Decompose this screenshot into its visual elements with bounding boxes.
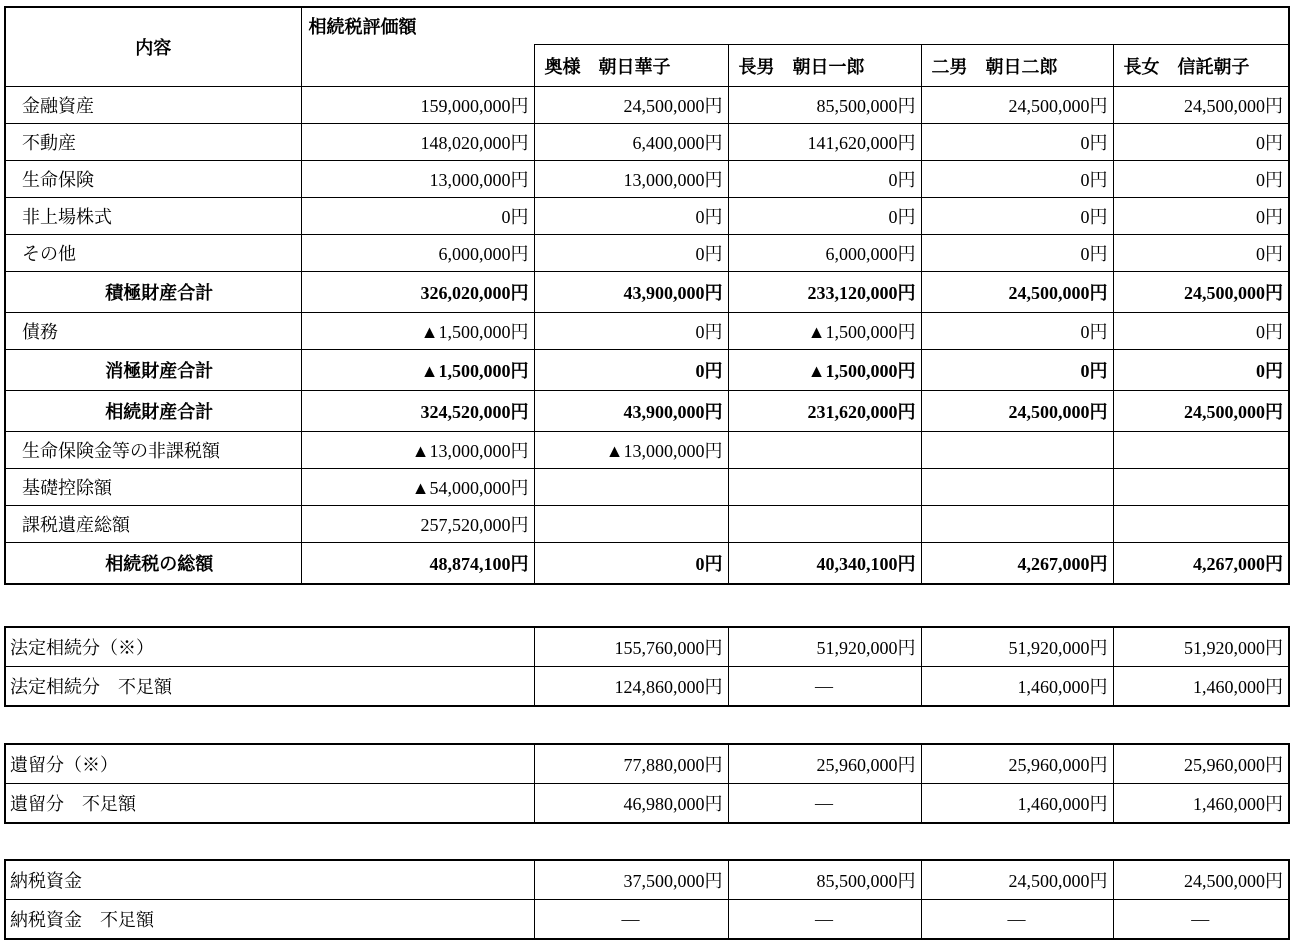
amount-cell bbox=[1113, 506, 1289, 543]
amount-cell: 0円 bbox=[1113, 161, 1289, 198]
amount-cell: 40,340,100円 bbox=[728, 543, 921, 585]
row-label-cell: 相続税の総額 bbox=[5, 543, 301, 585]
amount-cell: 326,020,000円 bbox=[301, 272, 534, 313]
amount-cell bbox=[1113, 432, 1289, 469]
amount-cell: ▲1,500,000円 bbox=[728, 350, 921, 391]
main-table-body bbox=[5, 87, 1289, 585]
amount-cell: 24,500,000円 bbox=[1113, 272, 1289, 313]
row-label-cell: 債務 bbox=[5, 313, 301, 350]
amount-cell: 257,520,000円 bbox=[301, 506, 534, 543]
amount-cell: ▲13,000,000円 bbox=[301, 432, 534, 469]
amount-cell: 48,874,100円 bbox=[301, 543, 534, 585]
amount-cell: 324,520,000円 bbox=[301, 391, 534, 432]
amount-cell: 0円 bbox=[534, 198, 728, 235]
row-label-cell: 遺留分（※） bbox=[5, 744, 534, 784]
row-label-cell: 法定相続分 不足額 bbox=[5, 667, 534, 707]
amount-cell: 155,760,000円 bbox=[534, 627, 728, 667]
amount-cell: ― bbox=[728, 784, 921, 824]
row-label-cell: 生命保険 bbox=[5, 161, 301, 198]
amount-cell: 0円 bbox=[534, 313, 728, 350]
amount-cell: 0円 bbox=[1113, 124, 1289, 161]
header-person-cell: 長男 朝日一郎 bbox=[728, 45, 921, 87]
amount-cell: 0円 bbox=[921, 161, 1113, 198]
amount-cell: 0円 bbox=[1113, 198, 1289, 235]
amount-cell: 24,500,000円 bbox=[921, 860, 1113, 900]
amount-cell: ▲1,500,000円 bbox=[301, 350, 534, 391]
amount-cell: 24,500,000円 bbox=[921, 87, 1113, 124]
amount-cell: 0円 bbox=[1113, 313, 1289, 350]
inheritance-tax-sheet bbox=[0, 6, 1294, 929]
amount-cell: 37,500,000円 bbox=[534, 860, 728, 900]
amount-cell: 0円 bbox=[921, 235, 1113, 272]
amount-cell: 25,960,000円 bbox=[921, 744, 1113, 784]
amount-cell bbox=[728, 469, 921, 506]
amount-cell: 24,500,000円 bbox=[1113, 860, 1289, 900]
amount-cell: ▲1,500,000円 bbox=[301, 313, 534, 350]
amount-cell bbox=[921, 432, 1113, 469]
amount-cell: ▲54,000,000円 bbox=[301, 469, 534, 506]
amount-cell: 4,267,000円 bbox=[1113, 543, 1289, 585]
amount-cell: 24,500,000円 bbox=[1113, 87, 1289, 124]
amount-cell: 77,880,000円 bbox=[534, 744, 728, 784]
amount-cell: 6,400,000円 bbox=[534, 124, 728, 161]
row-label-cell: 基礎控除額 bbox=[5, 469, 301, 506]
amount-cell: 233,120,000円 bbox=[728, 272, 921, 313]
amount-cell: 0円 bbox=[921, 198, 1113, 235]
amount-cell: 1,460,000円 bbox=[921, 667, 1113, 707]
amount-cell: ― bbox=[921, 900, 1113, 940]
amount-cell: 85,500,000円 bbox=[728, 860, 921, 900]
amount-cell: 46,980,000円 bbox=[534, 784, 728, 824]
header-empty-cell bbox=[301, 45, 534, 87]
row-label-cell: 不動産 bbox=[5, 124, 301, 161]
amount-cell: 0円 bbox=[534, 235, 728, 272]
amount-cell: 0円 bbox=[534, 543, 728, 585]
amount-cell: 0円 bbox=[534, 350, 728, 391]
amount-cell: 25,960,000円 bbox=[1113, 744, 1289, 784]
amount-cell bbox=[534, 506, 728, 543]
amount-cell: 24,500,000円 bbox=[921, 272, 1113, 313]
amount-cell: ▲13,000,000円 bbox=[534, 432, 728, 469]
amount-cell: 0円 bbox=[921, 124, 1113, 161]
amount-cell bbox=[921, 506, 1113, 543]
row-label-cell: 非上場株式 bbox=[5, 198, 301, 235]
amount-cell bbox=[921, 469, 1113, 506]
amount-cell: 0円 bbox=[728, 198, 921, 235]
amount-cell: 51,920,000円 bbox=[1113, 627, 1289, 667]
amount-cell: 43,900,000円 bbox=[534, 272, 728, 313]
row-label-cell: 積極財産合計 bbox=[5, 272, 301, 313]
amount-cell bbox=[534, 469, 728, 506]
amount-cell: 1,460,000円 bbox=[1113, 667, 1289, 707]
amount-cell bbox=[728, 432, 921, 469]
header-person-cell: 奥様 朝日華子 bbox=[534, 45, 728, 87]
amount-cell: 24,500,000円 bbox=[1113, 391, 1289, 432]
amount-cell: 13,000,000円 bbox=[534, 161, 728, 198]
amount-cell: 13,000,000円 bbox=[301, 161, 534, 198]
amount-cell: 0円 bbox=[1113, 350, 1289, 391]
row-label-cell: その他 bbox=[5, 235, 301, 272]
amount-cell: 51,920,000円 bbox=[728, 627, 921, 667]
amount-cell: 159,000,000円 bbox=[301, 87, 534, 124]
amount-cell: 6,000,000円 bbox=[301, 235, 534, 272]
header-valuation-cell: 相続税評価額 bbox=[301, 7, 1289, 45]
amount-cell bbox=[728, 506, 921, 543]
amount-cell: 231,620,000円 bbox=[728, 391, 921, 432]
amount-cell: 0円 bbox=[921, 350, 1113, 391]
amount-cell: 25,960,000円 bbox=[728, 744, 921, 784]
amount-cell bbox=[1113, 469, 1289, 506]
amount-cell: 0円 bbox=[921, 313, 1113, 350]
row-label-cell: 金融資産 bbox=[5, 87, 301, 124]
row-label-cell: 生命保険金等の非課税額 bbox=[5, 432, 301, 469]
row-label-cell: 納税資金 bbox=[5, 860, 534, 900]
amount-cell: 85,500,000円 bbox=[728, 87, 921, 124]
amount-cell: 6,000,000円 bbox=[728, 235, 921, 272]
row-label-cell: 法定相続分（※） bbox=[5, 627, 534, 667]
main-table bbox=[4, 6, 1290, 585]
amount-cell: ― bbox=[534, 900, 728, 940]
amount-cell: 0円 bbox=[1113, 235, 1289, 272]
row-label-cell: 消極財産合計 bbox=[5, 350, 301, 391]
header-content-cell: 内容 bbox=[5, 7, 301, 87]
amount-cell: 24,500,000円 bbox=[534, 87, 728, 124]
amount-cell: 1,460,000円 bbox=[921, 784, 1113, 824]
row-label-cell: 納税資金 不足額 bbox=[5, 900, 534, 940]
header-person-cell: 二男 朝日二郎 bbox=[921, 45, 1113, 87]
row-label-cell: 相続財産合計 bbox=[5, 391, 301, 432]
amount-cell: ― bbox=[728, 900, 921, 940]
tax-fund-table bbox=[4, 859, 1290, 940]
amount-cell: 51,920,000円 bbox=[921, 627, 1113, 667]
amount-cell: ― bbox=[728, 667, 921, 707]
amount-cell: 0円 bbox=[301, 198, 534, 235]
amount-cell: 24,500,000円 bbox=[921, 391, 1113, 432]
amount-cell: 124,860,000円 bbox=[534, 667, 728, 707]
amount-cell: 141,620,000円 bbox=[728, 124, 921, 161]
amount-cell: 4,267,000円 bbox=[921, 543, 1113, 585]
amount-cell: 43,900,000円 bbox=[534, 391, 728, 432]
amount-cell: ― bbox=[1113, 900, 1289, 940]
reserved-portion-table bbox=[4, 743, 1290, 824]
amount-cell: 148,020,000円 bbox=[301, 124, 534, 161]
amount-cell: ▲1,500,000円 bbox=[728, 313, 921, 350]
amount-cell: 0円 bbox=[728, 161, 921, 198]
legal-share-table bbox=[4, 626, 1290, 707]
amount-cell: 1,460,000円 bbox=[1113, 784, 1289, 824]
row-label-cell: 課税遺産総額 bbox=[5, 506, 301, 543]
header-person-cell: 長女 信託朝子 bbox=[1113, 45, 1289, 87]
row-label-cell: 遺留分 不足額 bbox=[5, 784, 534, 824]
